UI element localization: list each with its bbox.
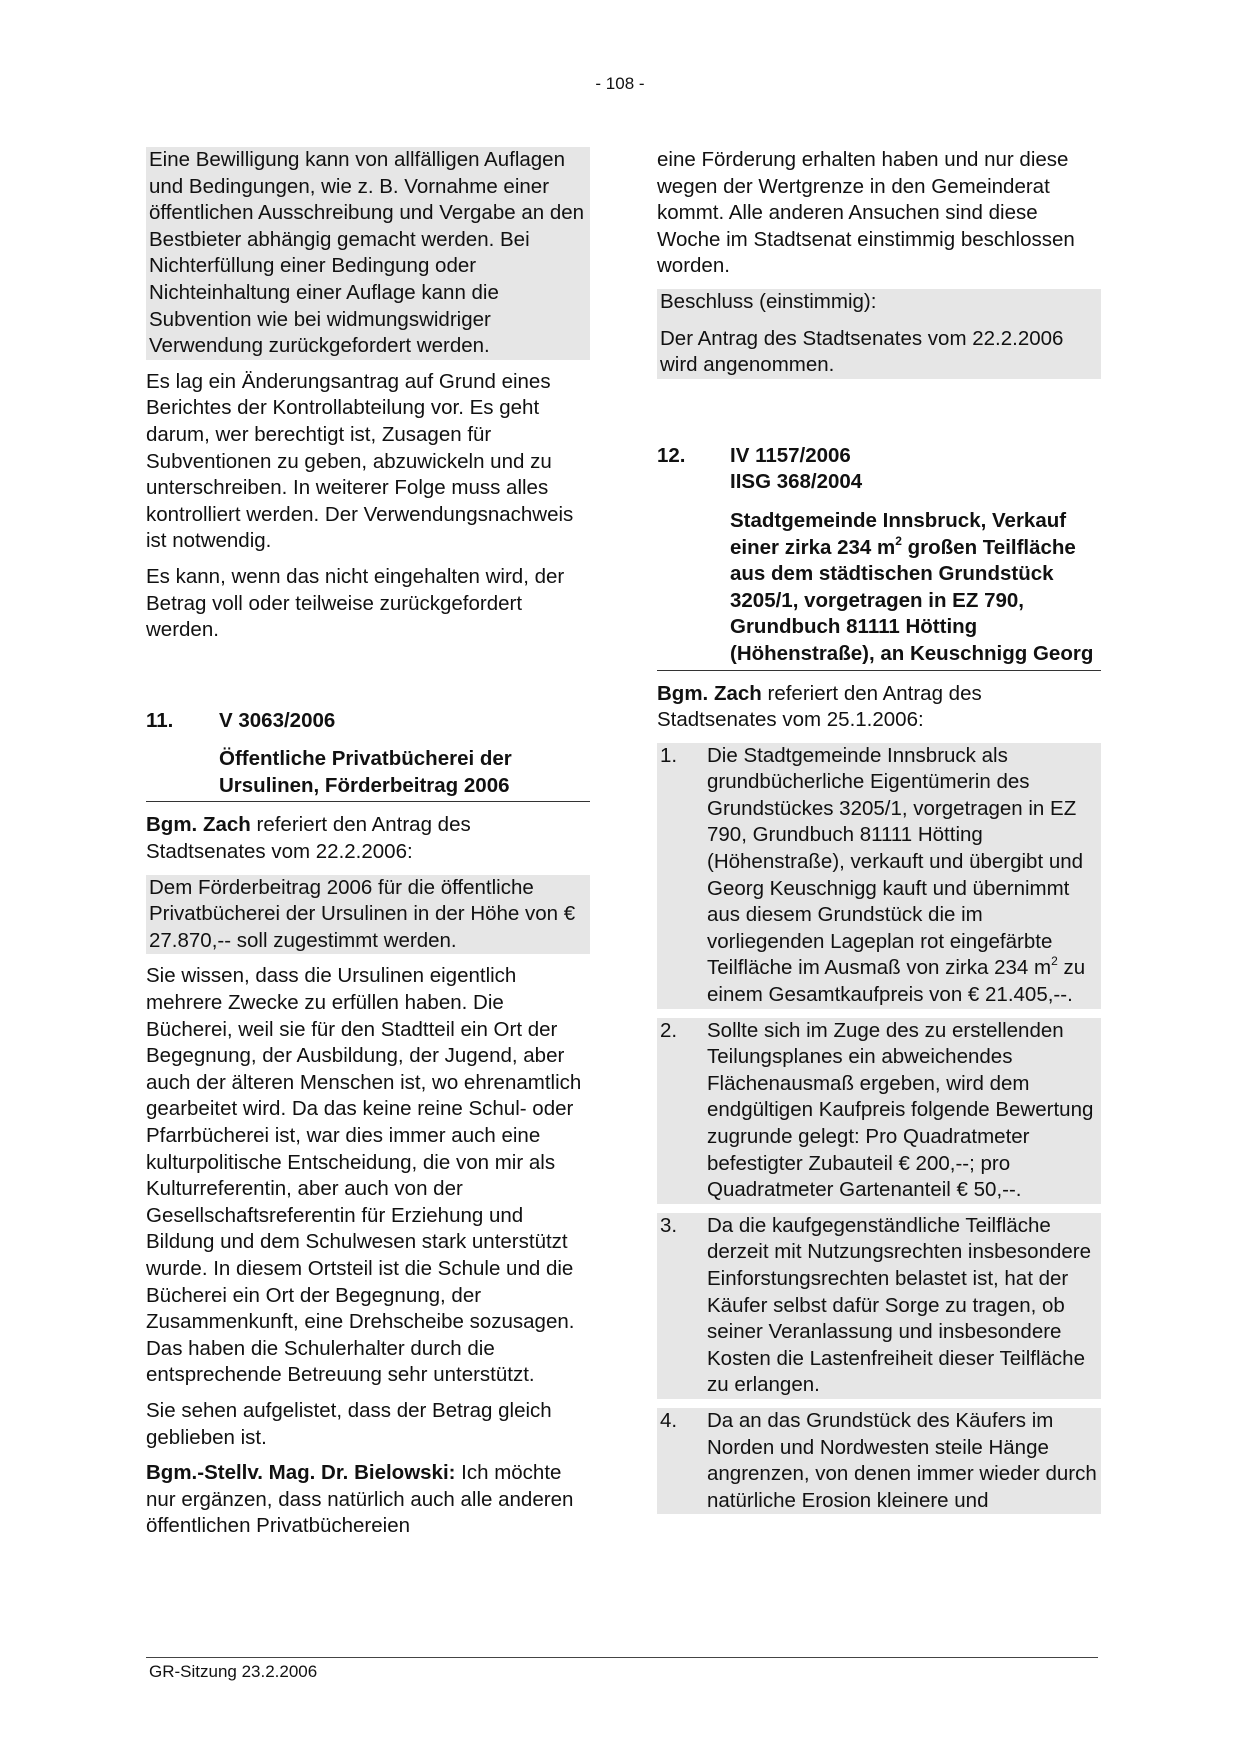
paragraph-ursulines: Sie wissen, dass die Ursulinen eigentlich mehrere Zwecke zu erfüllen haben. Die Bücherei, weil sie für den Stadtteil ein Ort der Begegnung, der Ausbildung, der Jugend, aber auch der älteren Menschen ist, wo ehrenamtlich gearbeitet wird. Da das keine reine Schul- oder Pfarrbücherei ist, war dies immer auch eine kulturpolitische Entscheidung, die von mir als Kulturreferentin, aber auch von der Gesellschaftsreferentin für Erziehung und Bildung und dem Schulwesen stark unterstützt wurde. In diesem Ortsteil ist die Schule und die Bücherei ein Ort der Begegnung, der Zusammenkunft, eine Drehscheibe sozusagen. Das haben die Schulerhalter durch die entsprechende Betreuung sehr unterstützt. (146, 964, 582, 1387)
left-column (146, 147, 590, 1549)
agenda-item-code: IV 1157/2006 (730, 443, 851, 467)
agenda-item-number: 12. (657, 443, 686, 467)
list-item: 2. Sollte sich im Zuge des zu erstellenden Teilungsplanes ein abweichendes Flächenausmaß ergeben, wird dem endgültigen Kaufpreis folgende Bewertung zugrunde gelegt: Pro Quadratmeter befestigter Zubauteil € 200,--; pro Quadratmeter Gartenanteil € 50,--. (657, 1018, 1101, 1204)
speaker-name: Bgm. Zach (146, 813, 251, 837)
paragraph-deputy-statement (146, 1460, 590, 1540)
agenda-item-code-secondary: IISG 368/2004 (730, 470, 863, 494)
statement-text: Ich möchte nur ergänzen, dass natürlich auch alle anderen öffentlichen Privatbüchereien (146, 1461, 574, 1538)
motion-text: Dem Förderbeitrag 2006 für die öffentliche Privatbücherei der Ursulinen in der Höhe von € 27.870,-- soll zugestimmt werden. (146, 875, 590, 955)
list-item: 1. Die Stadtgemeinde Innsbruck als grundbücherliche Eigentümerin des Grundstückes 3205/1, vorgetragen in EZ 790, Grundbuch 81111 Hötting (Höhenstraße), verkauft und übergibt und Georg Keuschnigg kauft und übernimmt aus diesem Grundstück die im vorliegenden Lageplan rot eingefärbte Teilfläche im Ausmaß von zirka 234 $m^2$ zu einem Gesamtkaufpreis von € 21.405,--. (657, 743, 1101, 1009)
referat-paragraph (146, 812, 590, 865)
paragraph-subsidy-conditions: Eine Bewilligung kann von allfälligen Auflagen und Bedingungen, wie z. B. Vornahme einer öffentlichen Ausschreibung und Vergabe an den Bestbieter abhängig gemacht werden. Bei Nichterfüllung einer Bedingung oder Nichteinhaltung einer Auflage kann die Subvention wie bei widmungswidriger Verwendung zurückgefordert werden. (146, 147, 590, 360)
paragraph-funding-continued: eine Förderung erhalten haben und nur diese wegen der Wertgrenze in den Gemeinderat kommt. Alle anderen Ansuchen sind diese Woche im Stadtsenat einstimmig beschlossen worden. (657, 148, 1075, 278)
resolution-label: Beschluss (einstimmig): (660, 289, 877, 313)
footer-divider (146, 1657, 1098, 1658)
referat-text: referiert den Antrag des Stadtsenates vom 22.2.2006: (146, 813, 471, 864)
referat-paragraph (657, 681, 1101, 734)
agenda-item-code: V 3063/2006 (219, 708, 336, 732)
agenda-item-title: Stadtgemeinde Innsbruck, Verkauf einer zirka 234 $m^2$ großen Teilfläche aus dem städtischen Grundstück 3205/1, vorgetragen in EZ 790, Grundbuch 81111 Hötting (Höhenstraße), an Keuschnigg Georg (657, 508, 1101, 671)
paragraph-repayment: Es kann, wenn das nicht eingehalten wird, der Betrag voll oder teilweise zurückgefordert werden. (146, 564, 565, 642)
referat-text: referiert den Antrag des Stadtsenates vom 25.1.2006: (657, 681, 982, 732)
speaker-name: Bgm. Zach (657, 681, 762, 705)
agenda-item-number: 11. (146, 708, 174, 732)
paragraph-amendment: Es lag ein Änderungsantrag auf Grund eines Berichtes der Kontrollabteilung vor. Es geht darum, wer berechtigt ist, Zusagen für Subventionen zu geben, abzuwickeln und zu unterschreiben. In weiterer Folge muss alles kontrolliert werden. Der Verwendungsnachweis ist notwendig. (146, 369, 574, 553)
list-item: 3. Da die kaufgegenständliche Teilfläche derzeit mit Nutzungsrechten insbesondere Einforstungsrechten belastet ist, hat der Käufer selbst dafür Sorge zu tragen, ob seiner Veranlassung und insbesondere Kosten die Lastenfreiheit dieser Teilfläche zu erlangen. (657, 1213, 1101, 1399)
paragraph-amount-same: Sie sehen aufgelistet, dass der Betrag gleich geblieben ist. (146, 1398, 552, 1449)
agenda-item-title: Öffentliche Privatbücherei der Ursulinen, Förderbeitrag 2006 (146, 746, 590, 802)
list-item: 4. Da an das Grundstück des Käufers im Norden und Nordwesten steile Hänge angrenzen, von denen immer wieder durch natürliche Erosion kleinere und (657, 1408, 1101, 1514)
page-number: - 108 - (595, 74, 645, 93)
resolution-text: Der Antrag des Stadtsenates vom 22.2.2006 wird angenommen. (660, 326, 1064, 377)
right-column (657, 147, 1101, 1523)
speaker-name: Bgm.-Stellv. Mag. Dr. Bielowski: (146, 1461, 456, 1485)
resolution-block (657, 289, 1101, 379)
decision-list (657, 743, 1101, 1515)
agenda-item-12 (657, 443, 1101, 671)
footer-session-label: GR-Sitzung 23.2.2006 (149, 1662, 318, 1681)
agenda-item-11 (146, 708, 590, 803)
